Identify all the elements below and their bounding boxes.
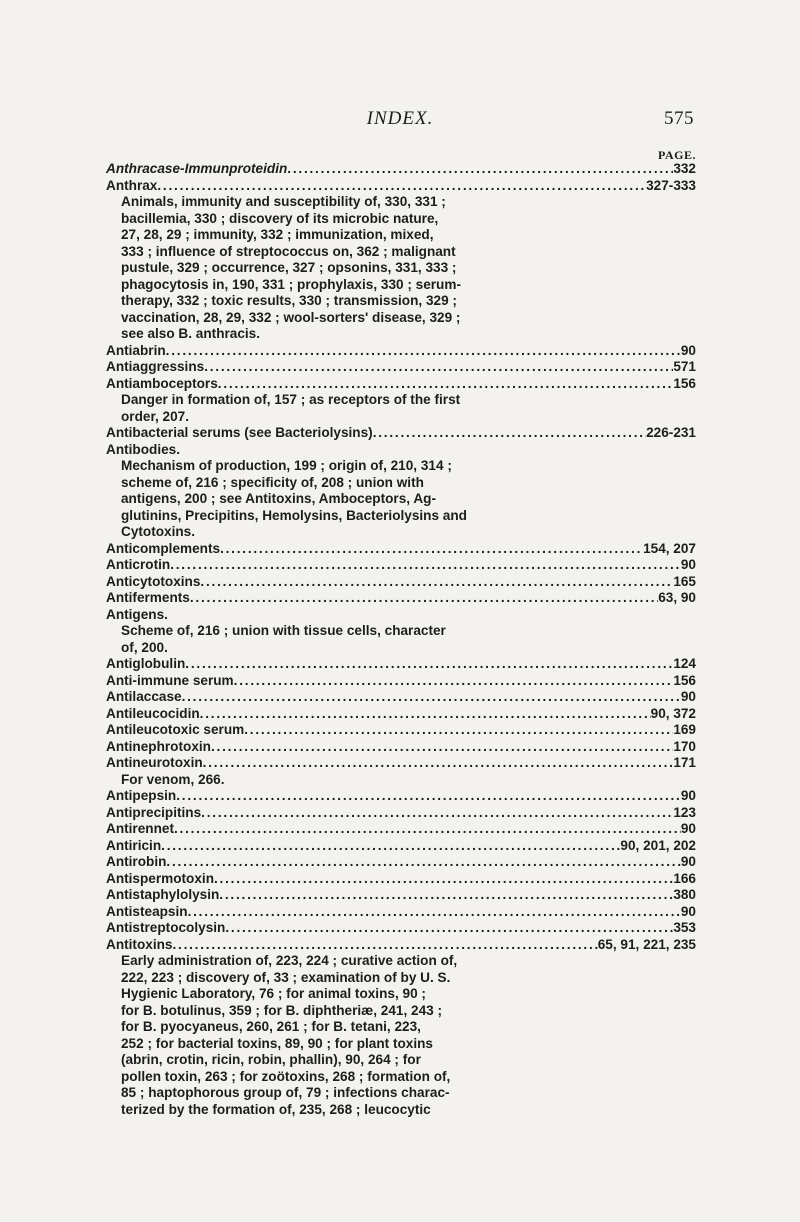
index-entry [106,838,696,855]
leader-dots [220,541,643,558]
entry-pages: 154, 207 [643,540,696,556]
entry-term: Antistaphylolysin [106,887,220,902]
index-subentry: antigens, 200 ; see Antitoxins, Amboceptors, Ag- [121,491,436,506]
leader-dots [170,557,681,574]
index-subentry: terized by the formation of, 235, 268 ; leucocytic [121,1101,431,1117]
index-entry [106,739,696,756]
leader-dots [161,838,620,855]
entry-pages: 65, 91, 221, 235 [597,936,696,952]
leader-dots [190,590,658,607]
entry-term: Anti-immune serum [106,672,234,688]
index-subentry: 222, 223 ; discovery of, 33 ; examination of by U. S. [121,969,451,985]
entry-term: Antinephrotoxin [106,738,211,754]
index-entry [106,541,696,558]
entry-term: Antibodies. [106,441,181,457]
entry-pages: 327-333 [646,177,696,193]
index-subentry: of, 200. [121,639,168,655]
entry-pages: 571 [673,359,696,374]
entry-pages: 156 [673,672,696,688]
index-subentry: Danger in formation of, 157 ; as receptors of the first [121,392,461,407]
index-subentry: Early administration of, 223, 224 ; curative action of, [121,953,458,968]
entry-term: Antiglobulin [106,656,186,671]
leader-dots [200,706,651,723]
leader-dots [182,689,681,706]
leader-dots [203,755,674,772]
entry-pages: 123 [673,804,696,820]
index-entry [106,689,696,706]
entry-term: Antitoxins [106,936,173,952]
index-entry [106,656,696,673]
index-subentry: Scheme of, 216 ; union with tissue cells, character [121,623,446,638]
index-entry [106,359,696,376]
index-entry [106,557,696,574]
index-entry [106,904,696,921]
leader-dots [244,722,673,739]
index-entry [106,788,696,805]
leader-dots [166,854,680,871]
index-entry [106,755,696,772]
leader-dots [287,161,673,178]
entry-pages: 90 [680,788,696,803]
index-subentry: bacillemia, 330 ; discovery of its microbic nature, [121,210,439,226]
entry-term: Anthracase-Immunproteidin [106,161,288,176]
leader-dots [176,788,681,805]
index-subentry: 27, 28, 29 ; immunity, 332 ; immunization, mixed, [121,227,434,242]
index-subentry: Animals, immunity and susceptibility of, 330, 331 ; [121,194,446,209]
leader-dots [185,656,673,673]
entry-pages: 90 [680,821,696,836]
running-head [0,108,800,138]
index-entry [106,821,696,838]
entry-term: Antigens. [106,606,168,622]
leader-dots [157,178,646,195]
entry-term: Antispermotoxin [106,870,214,886]
entry-term: Antiricin [106,837,162,853]
index-subentry: scheme of, 216 ; specificity of, 208 ; union with [121,474,424,490]
index-subentry: order, 207. [121,408,190,424]
index-subentry: phagocytosis in, 190, 331 ; prophylaxis, 330 ; serum- [121,276,461,292]
entry-term: Antisteapsin [106,903,188,919]
index-subentry: glutinins, Precipitins, Hemolysins, Bacteriolysins and [121,507,467,523]
index-entry [106,805,696,822]
leader-dots [188,904,681,921]
entry-term: Anticytotoxins [106,573,201,589]
index-subentry: for B. botulinus, 359 ; for B. diphtheriæ, 241, 243 ; [121,1002,443,1018]
entry-term: Anticomplements [106,540,221,556]
index-subentry: vaccination, 28, 29, 332 ; wool-sorters' disease, 329 ; [121,309,461,325]
entry-pages: 166 [673,870,696,886]
index-entry [106,920,696,937]
entry-term: Antileucotoxic serum [106,722,245,737]
index-subentry: 252 ; for bacterial toxins, 89, 90 ; for plant toxins [121,1035,433,1051]
entry-pages: 226-231 [646,425,696,440]
leader-dots [200,574,673,591]
index-entry [106,574,696,591]
index-entry [106,673,696,690]
leader-dots [225,920,673,937]
index-subentry: Mechanism of production, 199 ; origin of, 210, 314 ; [121,458,452,473]
entry-pages: 380 [673,887,696,902]
leader-dots [166,343,681,360]
leader-dots [219,887,673,904]
entry-term: Antineurotoxin [106,755,203,770]
entry-pages: 63, 90 [658,590,696,605]
entry-term: Antiaggressins [106,359,205,374]
leader-dots [172,937,597,954]
entry-pages: 156 [673,375,696,391]
index-entry [106,376,696,393]
entry-pages: 90, 372 [650,705,696,721]
index-subentry: 85 ; haptophorous group of, 79 ; infections charac- [121,1085,450,1100]
entry-term: Antirennet [106,821,174,836]
entry-term: Antibacterial serums (see Bacteriolysins) [106,425,373,440]
index-entry [106,706,696,723]
index-entry [106,887,696,904]
entry-term: Antiamboceptors [106,375,218,391]
entry-pages: 90, 201, 202 [620,837,696,853]
leader-dots [214,871,673,888]
entry-pages: 171 [673,755,696,770]
index-subentry: (abrin, crotin, ricin, robin, phallin), 90, 264 ; for [121,1052,421,1067]
entry-pages: 90 [680,854,696,869]
index-entry [106,722,696,739]
index-entry [106,178,696,195]
entry-pages: 90 [680,689,696,704]
index-subentry: for B. pyocyaneus, 260, 261 ; for B. tetani, 223, [121,1019,421,1034]
entry-term: Anticrotin [106,557,171,572]
entry-term: Antiprecipitins [106,804,202,820]
entry-pages: 90 [680,342,696,358]
page-column-label: PAGE. [658,148,696,162]
index-entry [106,590,696,607]
index-subentry: therapy, 332 ; toxic results, 330 ; transmission, 329 ; [121,293,457,308]
index-entry [106,425,696,442]
entry-term: Antileucocidin [106,705,200,721]
leader-dots [218,376,674,393]
running-head-title: INDEX. [366,108,434,129]
leader-dots [373,425,646,442]
entry-term: Antistreptocolysin [106,920,226,935]
index-subentry: 333 ; influence of streptococcus on, 362 ; malignant [121,243,456,259]
index-subentry: For venom, 266. [121,771,225,787]
entry-term: Anthrax [106,177,158,193]
entry-pages: 90 [680,557,696,572]
entry-pages: 353 [673,920,696,935]
index-subentry: pollen toxin, 263 ; for zoötoxins, 268 ; formation of, [121,1068,451,1084]
page-number: 575 [664,108,694,129]
leader-dots [234,673,674,690]
index-entry [106,937,696,954]
index-subentry: Cytotoxins. [121,524,196,539]
index-entries [106,161,696,1118]
index-entry [106,871,696,888]
index-entry [106,343,696,360]
index-subentry: see also B. anthracis. [121,326,261,341]
index-entry [106,607,696,624]
leader-dots [201,805,673,822]
entry-pages: 169 [673,722,696,737]
index-subentry: Hygienic Laboratory, 76 ; for animal toxins, 90 ; [121,986,426,1001]
entry-term: Antirobin [106,854,167,869]
index-subentry: pustule, 329 ; occurrence, 327 ; opsonins, 331, 333 ; [121,260,457,275]
index-entry [106,161,696,178]
entry-pages: 165 [673,573,696,589]
leader-dots [211,739,673,756]
entry-pages: 170 [673,738,696,754]
leader-dots [204,359,673,376]
entry-term: Antiabrin [106,342,166,358]
entry-pages: 90 [680,903,696,919]
entry-term: Antiferments [106,590,190,605]
entry-pages: 124 [673,656,696,671]
entry-term: Antipepsin [106,788,177,803]
index-entry [106,442,696,459]
leader-dots [174,821,681,838]
index-entry [106,854,696,871]
entry-pages: 332 [673,161,696,176]
entry-term: Antilaccase [106,689,182,704]
